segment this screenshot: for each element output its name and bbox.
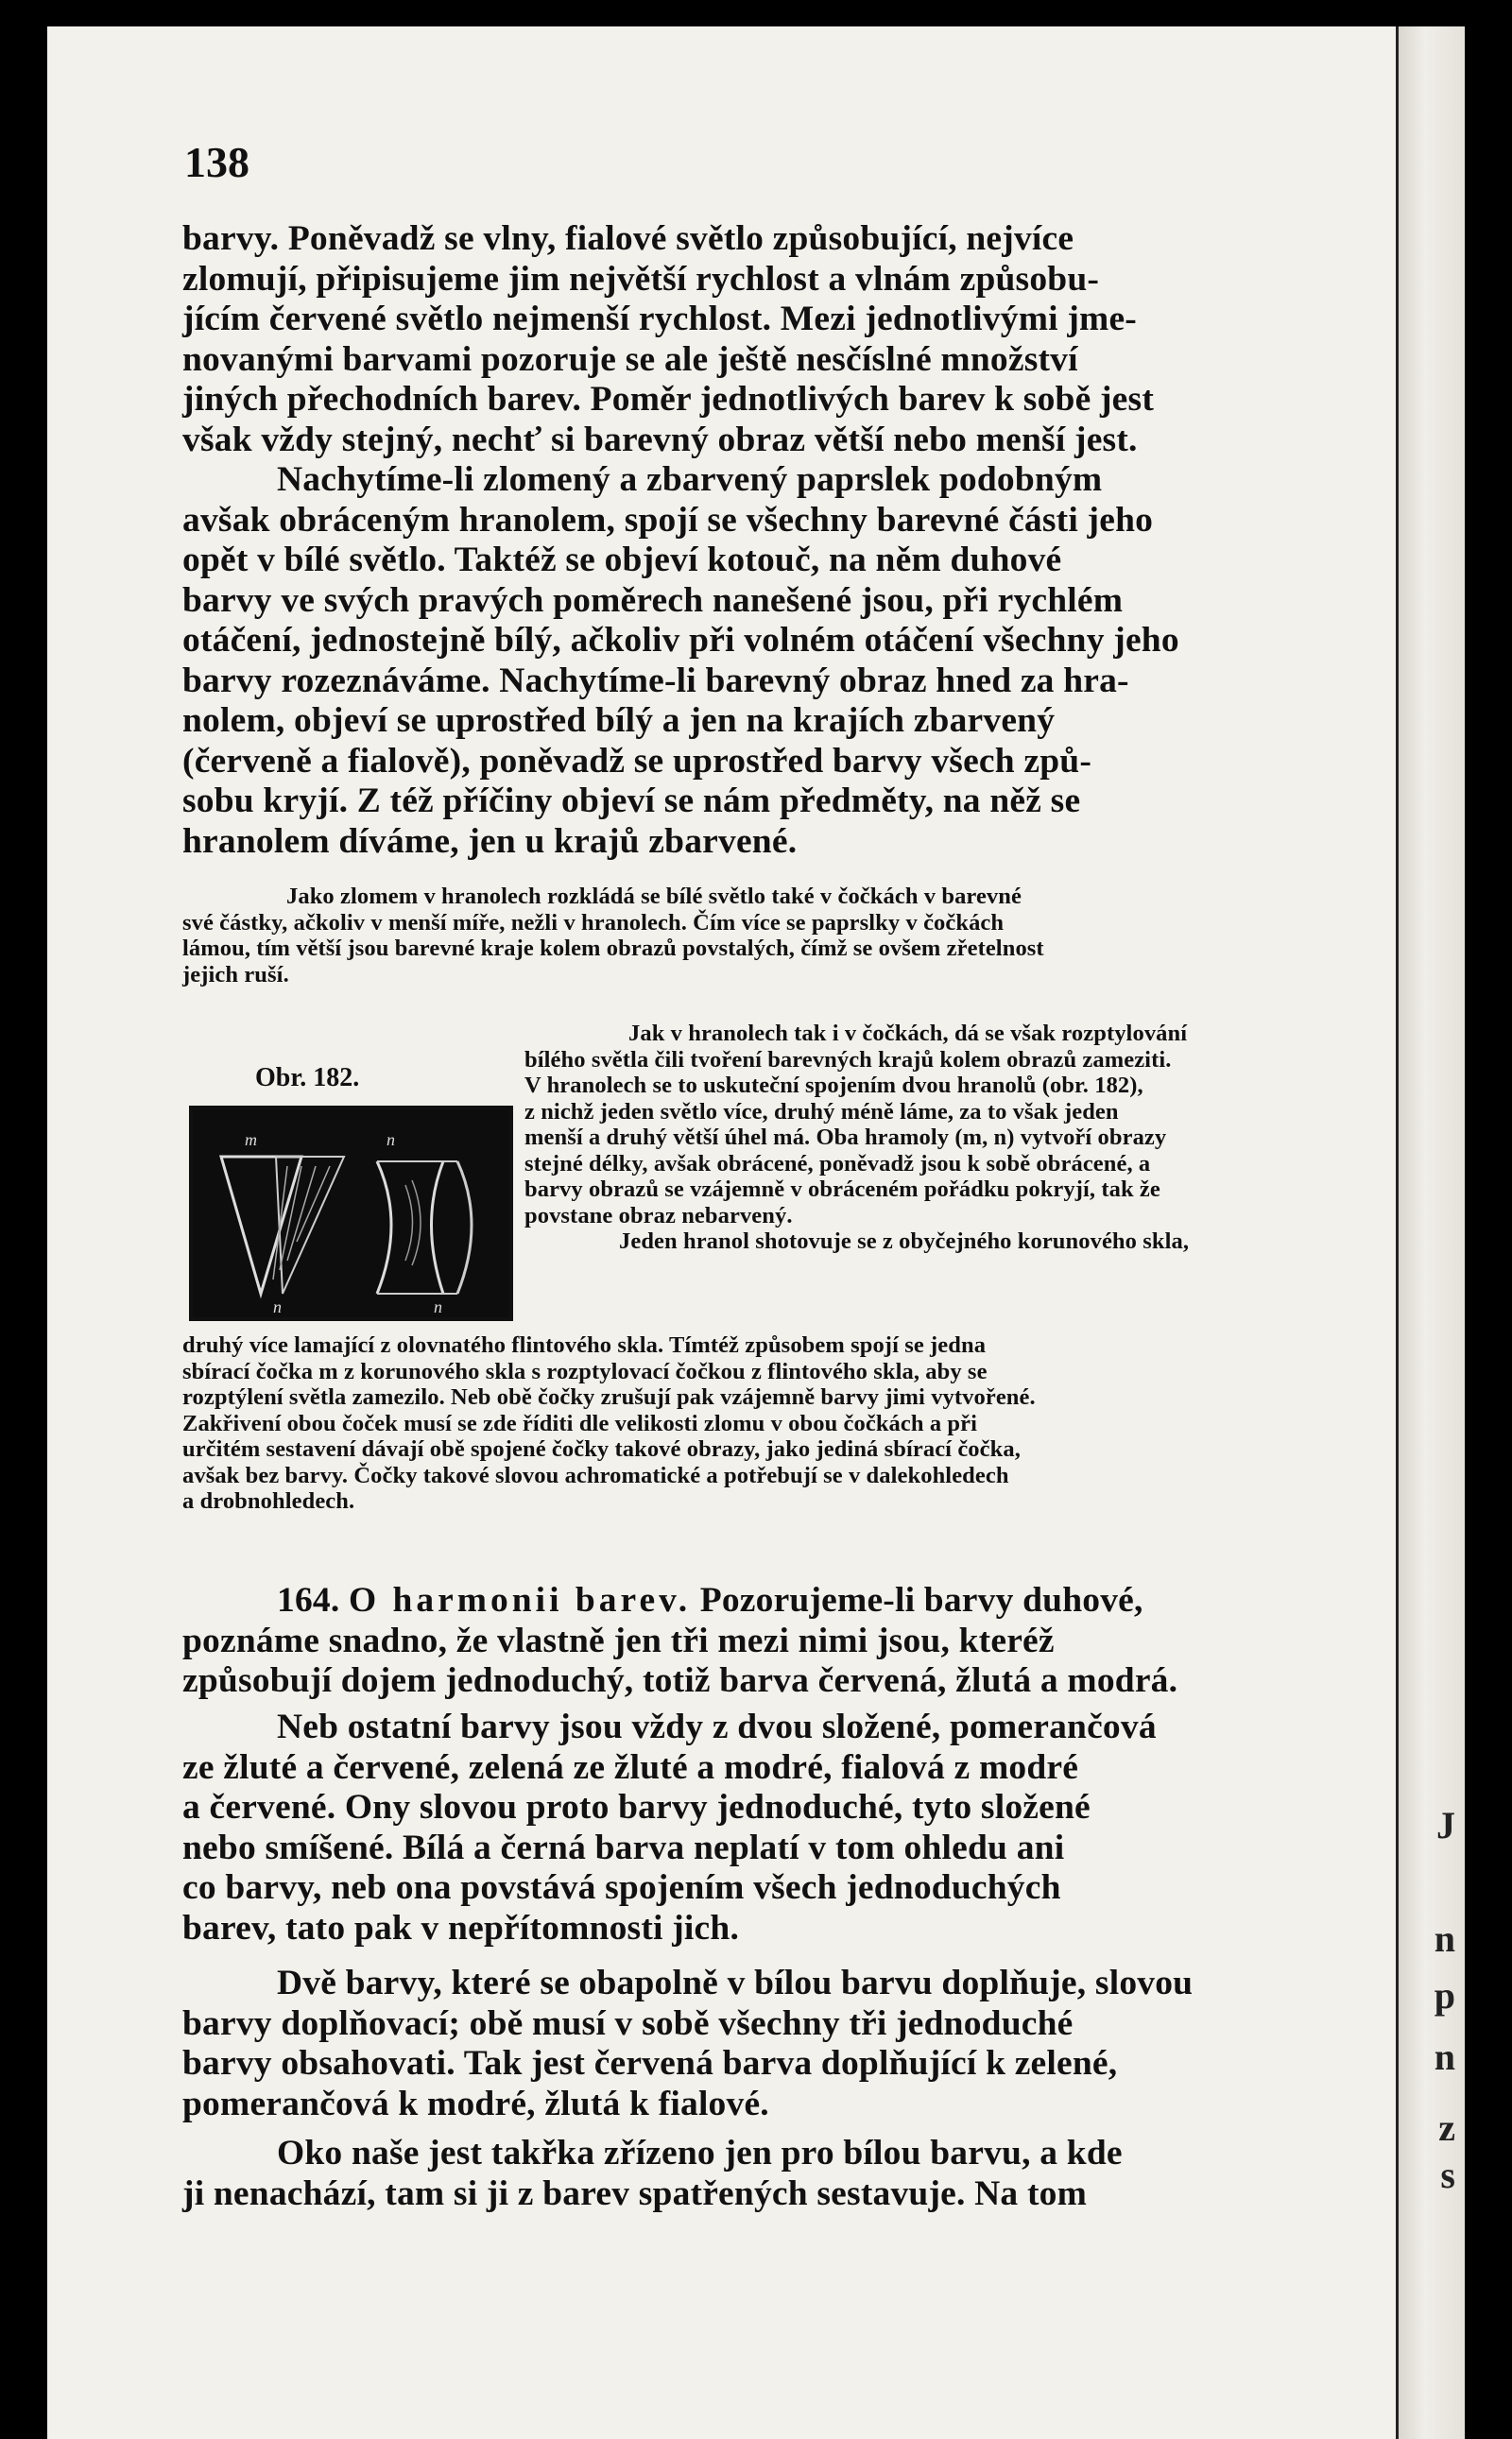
text-line: poznáme snadno, že vlastně jen tři mezi nimi jsou, kteréž [182,1621,1055,1660]
paragraph-5 [182,2134,1449,2214]
text-line: Jak v hranolech tak i v čočkách, dá se však rozptylování [628,1021,1188,1046]
figure-mark-m: m [245,1130,257,1149]
text-line: Oko naše jest takřka zřízeno jen pro bílou barvu, a kde [277,2134,1123,2173]
text-line: barvy rozeznáváme. Nachytíme-li barevný obraz hned za hra- [182,661,1129,700]
text-line: však vždy stejný, nechť si barevný obraz větší nebo menší jest. [182,420,1138,459]
text-line: avšak bez barvy. Čočky takové slovou achromatické a potřebují se v dalekohledech [182,1462,1009,1488]
text-line: sbírací čočka m z korunového skla s rozptylovací čočkou z flintového skla, aby se [182,1358,988,1384]
text-line: Pozorujeme-li barvy duhové, [699,1581,1143,1620]
small-note-1 [182,884,1449,988]
section-heading-line [182,1581,1449,1622]
text-line: V hranolech se to uskuteční spojením dvou hranolů (obr. 182), [524,1073,1143,1098]
text-line: barvy obsahovati. Tak jest červená barva doplňující k zelené, [182,2044,1118,2083]
text-line: lámou, tím větší jsou barevné kraje kolem obrazů povstalých, čímž se ovšem zřetelnost [182,936,1044,961]
prism-lens-illustration [193,1109,509,1317]
text-line: jícím červené světlo nejmenší rychlost. Mezi jednotlivými jme- [182,300,1137,338]
small-note-2-full [182,1332,1449,1515]
section-164 [182,1581,1449,1702]
text-line: z nichž jeden světlo více, druhý méně láme, za to však jeden [524,1098,1119,1125]
figure-label: Obr. 182. [255,1063,360,1092]
paragraph-2 [182,460,1449,862]
text-line: jiných přechodních barev. Poměr jednotlivých barev k sobě jest [182,380,1155,419]
text-line: Zakřivení obou čoček musí se zde říditi dle velikosti zlomu v obou čočkách a při [182,1410,978,1436]
text-line: barev, tato pak v nepřítomnosti jich. [182,1908,740,1948]
text-line: určitém sestavení dávají obě spojené čočky takové obrazy, jako jediná sbírací čočka, [182,1436,1021,1462]
edge-glyph: p [1434,1974,1455,2017]
text-line: Dvě barvy, které se obapolně v bílou barvu doplňuje, slovou [277,1964,1194,2002]
text-line: stejné délky, avšak obrácené, poněvadž jsou k sobě obrácené, a [524,1150,1151,1177]
figure-mark: n [387,1130,395,1149]
text-line: novanými barvami pozoruje se ale ještě nesčíslné množství [182,339,1078,379]
text-line: otáčení, jednostejně bílý, ačkoliv při volném otáčení všechny jeho [182,621,1179,660]
edge-glyph: J [1436,1804,1455,1846]
text-line: barvy ve svých pravých poměrech nanešené jsou, při rychlém [182,580,1124,620]
paragraph-4 [182,1964,1449,2124]
text-line: ji nenachází, tam si ji z barev spatřených sestavuje. Na tom [182,2173,1088,2213]
figure-182 [189,1106,513,1321]
text-line: menší a druhý větší úhel má. Oba hramoly (m, n) vytvoří obrazy [524,1125,1167,1150]
text-line: způsobují dojem jednoduchý, totiž barva červená, žlutá a modrá. [182,1661,1178,1700]
edge-glyph: s [1440,2154,1455,2196]
text-line: hranolem díváme, jen u krajů zbarvené. [182,821,798,861]
text-line: a drobnohledech. [182,1488,355,1514]
text-line: barvy obrazů se vzájemně v obráceném pořádku pokryjí, tak že [524,1177,1160,1202]
figure-mark: n [273,1297,282,1316]
text-line: nebo smíšené. Bílá a černá barva neplatí v tom ohledu ani [182,1828,1065,1867]
edge-glyph: n [1434,1917,1455,1960]
text-line: (červeně a fialově), poněvadž se uprostřed barvy všech způ- [182,741,1092,781]
text-line: opět v bílé světlo. Taktéž se objeví kotouč, na něm duhové [182,541,1062,579]
figure-mark: n [434,1297,442,1316]
text-line: bílého světla čili tvoření barevných krajů kolem obrazů zameziti. [524,1046,1172,1073]
text-line: ze žluté a červené, zelená ze žluté a modré, fialová z modré [182,1747,1079,1787]
text-line: avšak obráceným hranolem, spojí se všechny barevné části jeho [182,500,1154,540]
text-line: barvy doplňovací; obě musí v sobě všechny tři jednoduché [182,2003,1074,2043]
paragraph-3 [182,1708,1449,1949]
section-number: 164. [277,1581,340,1620]
text-line: své částky, ačkoliv v menší míře, nežli v hranolech. Čím více se paprslky v čočkách [182,909,1005,936]
text-line: druhý více lamající z olovnatého flintového skla. Tímtéž způsobem spojí se jedna [182,1332,987,1358]
page-number: 138 [184,138,249,186]
text-line: sobu kryjí. Z též příčiny objeví se nám předměty, na něž se [182,782,1081,820]
text-line: rozptýlení světla zamezilo. Neb obě čočky zrušují pak vzájemně barvy jimi vytvořené. [182,1384,1036,1410]
text-line: Jako zlomem v hranolech rozkládá se bílé světlo také v čočkách v barevné [286,884,1022,909]
edge-glyph: z [1438,2106,1455,2149]
paragraph-1 [182,219,1449,460]
text-line: jejich ruší. [182,961,289,988]
text-line: zlomují, připisujeme jim největší rychlost a vlnám způsobu- [182,259,1100,299]
text-line: povstane obraz nebarvený. [524,1202,793,1228]
text-line: Jeden hranol shotovuje se z obyčejného korunového skla, [619,1228,1190,1254]
text-line: nolem, objeví se uprostřed bílý a jen na krajích zbarvený [182,701,1056,740]
text-line: co barvy, neb ona povstává spojením všech jednoduchých [182,1868,1061,1907]
text-line: pomerančová k modré, žlutá k fialové. [182,2084,769,2123]
section-title: O harmonii barev. [349,1581,692,1620]
small-note-2-side [524,1021,1446,1255]
text-line: Neb ostatní barvy jsou vždy z dvou složené, pomerančová [277,1708,1157,1746]
text-line: Nachytíme-li zlomený a zbarvený paprslek podobným [277,460,1103,499]
text-line: a červené. Ony slovou proto barvy jednoduché, tyto složené [182,1788,1091,1827]
edge-glyph: n [1434,2035,1455,2078]
text-line: barvy. Poněvadž se vlny, fialové světlo způsobující, nejvíce [182,219,1074,258]
